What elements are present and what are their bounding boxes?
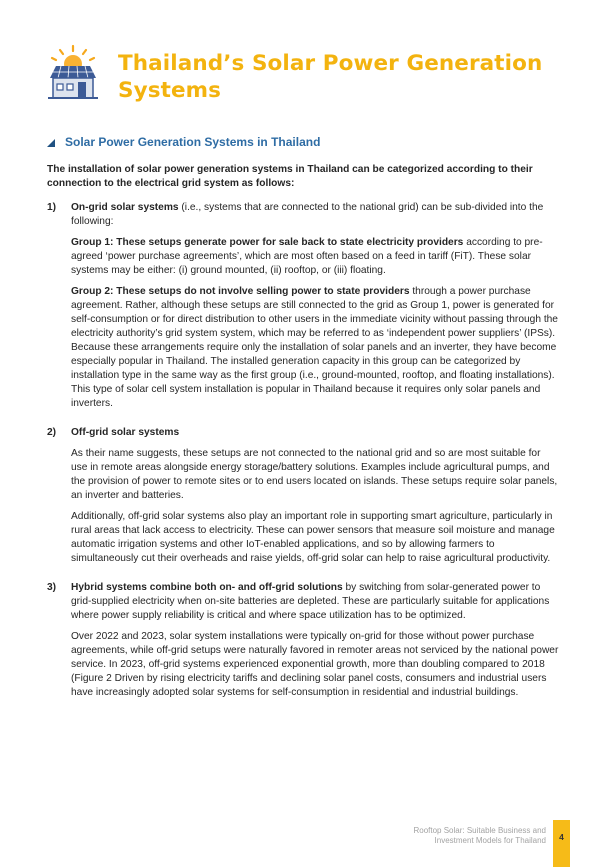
list-item	[47, 581, 559, 707]
section-heading	[47, 134, 320, 150]
group-1-bold: Group 1: These setups generate power for sale back to state electricity providers	[71, 237, 464, 248]
lead-text: by switching from solar-generated power to grid-supplied electricity when on-site batteries are depleted. These are particularly suitable for applications where power supply reliability is critical and where space utilization has to be optimized.	[71, 582, 550, 621]
title-line-2: Systems	[118, 78, 222, 103]
lead-bold: Off-grid solar systems	[71, 427, 180, 438]
list-item	[47, 426, 559, 573]
list-item	[47, 201, 559, 418]
off-grid-paragraph-2: Additionally, off-grid solar systems also play an important role in supporting smart agriculture, particularly in rural areas that lack access to electricity. These can power sensors that measure soil moisture and manage automatic irrigation systems and other IoT-enabled applications, and so by allowing farmers to simultaneously cut their overheads and raise yields, off-grid solar can help to raise agricultural productivity.	[71, 511, 555, 564]
list-item-lead	[71, 581, 559, 623]
lead-bold: On-grid solar systems	[71, 202, 179, 213]
lead-text: (i.e., systems that are connected to the national grid) can be sub-divided into the following:	[71, 202, 544, 227]
group-2-bold: Group 2: These setups do not involve selling power to state providers	[71, 286, 410, 297]
page-header	[44, 44, 564, 104]
list-item-body	[71, 201, 559, 418]
title-line-1: Thailand’s Solar Power Generation	[118, 51, 543, 76]
footer-caption	[413, 826, 546, 846]
triangle-bullet-icon	[47, 139, 55, 147]
list-item-body	[71, 581, 559, 707]
off-grid-paragraph-1: As their name suggests, these setups are not connected to the national grid and so are most suitable for use in remote areas alongside energy storage/battery solutions. Examples include agricultural pumps, and the provision of power to remote sites or to end users located on islands. These setups require solar panels, an inverter and batteries.	[71, 448, 558, 501]
group-2-text: through a power purchase agreement. Rather, although these setups are still connected to the grid as Group 1, power is generated for self-consumption or for direct distribution to other users in the immediate vicinity without passing through the electricity authority’s grid system system, which may be referred to as ‘independent power suppliers’ (IPSs). Because these arrangements require only the installation of solar panels and an inverter, they have become especially popular in Thailand. The installed generation capacity in this group can be categorized by installation type in the same way as the first group (i.e., ground-mounted, rooftop, and floating installations). This type of solar cell system installation is popular in Thailand because it requires only solar panels and inverters.	[71, 286, 558, 409]
footer-line-2: Investment Models for Thailand	[434, 836, 546, 845]
list-number: 2)	[47, 427, 57, 438]
list-item-lead	[71, 426, 559, 440]
section-title: Solar Power Generation Systems in Thailand	[65, 135, 321, 149]
list-number: 3)	[47, 582, 57, 593]
list-item-lead	[71, 201, 559, 229]
group-2-paragraph	[71, 285, 559, 411]
group-1-text: according to pre-agreed ‘power purchase agreements’, which are most often based on a feed in tariff (FiT). These solar systems may be either: (i) ground mounted, (ii) rooftop, or (iii) floating.	[71, 237, 543, 276]
page-number: 4	[553, 820, 570, 867]
intro-paragraph: The installation of solar power generation systems in Thailand can be categorized according to their connection to the electrical grid system as follows:	[47, 164, 533, 189]
footer-line-1: Rooftop Solar: Suitable Business and	[413, 826, 546, 835]
solar-house-icon	[44, 44, 102, 102]
group-1-paragraph	[71, 236, 559, 278]
hybrid-paragraph-2: Over 2022 and 2023, solar system installations were typically on-grid for those without power purchase agreements, while off-grid setups were naturally favored in remoter areas not serviced by the national power service. In 2023, off-grid systems experienced exponential growth, more than doubling compared to 2018 (Figure 2 Driven by rising electricity tariffs and declining solar panel costs, consumers and industrial users have increasingly adopted solar systems for self-consumption in residential and industrial buildings.	[71, 631, 559, 698]
page-title	[118, 50, 542, 104]
list-number: 1)	[47, 202, 57, 213]
list-item-body	[71, 426, 559, 573]
document-body	[47, 163, 559, 707]
lead-bold: Hybrid systems combine both on- and off-grid solutions	[71, 582, 343, 593]
